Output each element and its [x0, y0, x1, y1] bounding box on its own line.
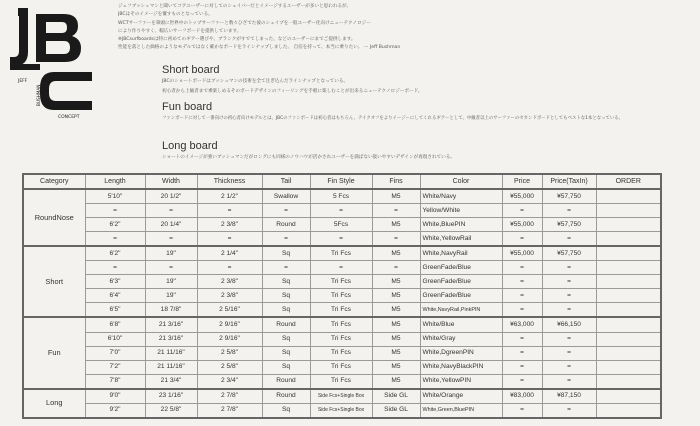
jbc-logo	[8, 6, 100, 122]
fin-style-cell: Side Fcs+Single Box	[310, 403, 372, 418]
fins-cell: M5	[372, 275, 420, 289]
width-cell: 18 7/8"	[145, 303, 197, 318]
width-cell: 19"	[145, 275, 197, 289]
tail-cell: Sq	[262, 360, 310, 374]
col-header-order: ORDER	[596, 174, 661, 189]
price-tax-in-cell: =	[542, 261, 596, 275]
color-cell: White/Gray	[420, 332, 502, 346]
width-cell: 21 11/16"	[145, 360, 197, 374]
fin-style-cell: Tri Fcs	[310, 246, 372, 261]
order-cell[interactable]	[596, 317, 661, 332]
fins-cell: =	[372, 232, 420, 247]
tail-cell: =	[262, 232, 310, 247]
price-cell: ¥83,000	[502, 389, 542, 404]
width-cell: =	[145, 261, 197, 275]
order-cell[interactable]	[596, 218, 661, 232]
fins-cell: Side GL	[372, 389, 420, 404]
price-tax-in-cell: =	[542, 360, 596, 374]
thickness-cell: =	[197, 261, 262, 275]
width-cell: 19"	[145, 289, 197, 303]
width-cell: =	[145, 232, 197, 247]
intro-line: により作りやすく、幅広いサーフボードを提供しています。	[118, 28, 242, 34]
col-header-tail: Tail	[262, 174, 310, 189]
category-cell: Short	[23, 246, 85, 317]
order-cell[interactable]	[596, 189, 661, 204]
length-cell: 6'5"	[85, 303, 145, 318]
tail-cell: Sq	[262, 346, 310, 360]
thickness-cell: 2 3/8"	[197, 275, 262, 289]
col-header-price: Price	[502, 174, 542, 189]
table-row	[23, 275, 661, 289]
width-cell: 21 3/4"	[145, 374, 197, 389]
thickness-cell: 2 9/16"	[197, 332, 262, 346]
fin-style-cell: Tri Fcs	[310, 289, 372, 303]
fins-cell: M5	[372, 374, 420, 389]
thickness-cell: 2 7/8"	[197, 403, 262, 418]
price-cell: =	[502, 332, 542, 346]
length-cell: 6'2"	[85, 246, 145, 261]
fin-style-cell: Tri Fcs	[310, 346, 372, 360]
price-tax-in-cell: ¥57,750	[542, 246, 596, 261]
col-header-category: Category	[23, 174, 85, 189]
thickness-cell: 2 5/16"	[197, 303, 262, 318]
table-row	[23, 189, 661, 204]
col-header-length: Length	[85, 174, 145, 189]
width-cell: 22 5/8"	[145, 403, 197, 418]
tail-cell: Sq	[262, 303, 310, 318]
intro-line: 性能を落とした価格のようなモデルではなく確かなボードをラインナップしました。 自信を持って、本当に乗りたい。 ー Jeff Bushman	[118, 45, 401, 51]
price-tax-in-cell: ¥66,150	[542, 317, 596, 332]
price-tax-in-cell: =	[542, 332, 596, 346]
table-row	[23, 232, 661, 247]
table-body	[23, 189, 661, 418]
color-cell: White,DgreenPIN	[420, 346, 502, 360]
tail-cell: Sq	[262, 289, 310, 303]
order-cell[interactable]	[596, 346, 661, 360]
price-cell: =	[502, 232, 542, 247]
price-tax-in-cell: ¥87,150	[542, 389, 596, 404]
col-header-thickness: Thickness	[197, 174, 262, 189]
table-row	[23, 218, 661, 232]
length-cell: 5'10"	[85, 189, 145, 204]
fin-style-cell: 5 Fcs	[310, 189, 372, 204]
tail-cell: Sq	[262, 246, 310, 261]
table-row	[23, 289, 661, 303]
color-cell: White,NavyRail	[420, 246, 502, 261]
length-cell: 9'0"	[85, 389, 145, 404]
fun-board-section	[162, 101, 623, 124]
width-cell: 21 3/16"	[145, 332, 197, 346]
order-cell[interactable]	[596, 246, 661, 261]
fins-cell: M5	[372, 289, 420, 303]
color-cell: White/Blue	[420, 317, 502, 332]
order-cell[interactable]	[596, 389, 661, 404]
thickness-cell: 2 5/8"	[197, 346, 262, 360]
price-cell: =	[502, 289, 542, 303]
order-cell[interactable]	[596, 232, 661, 247]
color-cell: White,Green,BluePIN	[420, 403, 502, 418]
width-cell: 19"	[145, 246, 197, 261]
width-cell: 20 1/4"	[145, 218, 197, 232]
length-cell: 6'2"	[85, 218, 145, 232]
fins-cell: M5	[372, 303, 420, 318]
section-title: Fun board	[162, 101, 213, 113]
table-row	[23, 360, 661, 374]
price-cell: ¥55,000	[502, 246, 542, 261]
price-cell: =	[502, 204, 542, 218]
order-cell[interactable]	[596, 289, 661, 303]
price-cell: =	[502, 346, 542, 360]
intro-text	[118, 3, 498, 53]
logo-caption-concept: CONCEPT	[58, 115, 80, 120]
width-cell: 21 3/16"	[145, 317, 197, 332]
length-cell: 6'4"	[85, 289, 145, 303]
tail-cell: =	[262, 261, 310, 275]
length-cell: =	[85, 204, 145, 218]
fin-style-cell: =	[310, 261, 372, 275]
category-cell: Fun	[23, 317, 85, 388]
thickness-cell: 2 5/8"	[197, 360, 262, 374]
tail-cell: Sq	[262, 332, 310, 346]
fin-style-cell: Side Fcs+Single Box	[310, 389, 372, 404]
order-cell[interactable]	[596, 204, 661, 218]
fin-style-cell: 5Fcs	[310, 218, 372, 232]
section-title: Short board	[162, 64, 220, 76]
tail-cell: Round	[262, 374, 310, 389]
intro-line: ※JBCsurfboardsは特に初めてのギアー選びや、ブランクがすでてしまった、などのユーザーにまでご提供します。	[118, 37, 356, 43]
width-cell: =	[145, 204, 197, 218]
price-tax-in-cell: =	[542, 403, 596, 418]
length-cell: =	[85, 232, 145, 247]
length-cell: 7'0"	[85, 346, 145, 360]
length-cell: 6'3"	[85, 275, 145, 289]
price-tax-in-cell: =	[542, 303, 596, 318]
color-cell: White,BluePIN	[420, 218, 502, 232]
table-row	[23, 317, 661, 332]
section-title: Long board	[162, 140, 218, 152]
color-cell: White,YellowRail	[420, 232, 502, 247]
color-cell: White,NavyRail,PinkPIN	[420, 303, 502, 318]
intro-line: WCTサーファーを筆頭に世界中のトップサーファーと数々ひざでた彼のシェイプを一般ユーザー化向けニューテクノロジー	[118, 20, 371, 26]
color-cell: Yellow/White	[420, 204, 502, 218]
col-header-color: Color	[420, 174, 502, 189]
fin-style-cell: =	[310, 232, 372, 247]
fins-cell: M5	[372, 346, 420, 360]
price-tax-in-cell: =	[542, 275, 596, 289]
color-cell: White,NavyBlackPIN	[420, 360, 502, 374]
length-cell: 7'2"	[85, 360, 145, 374]
tail-cell: Round	[262, 218, 310, 232]
color-cell: White/Orange	[420, 389, 502, 404]
price-tax-in-cell: ¥57,750	[542, 218, 596, 232]
col-header-width: Width	[145, 174, 197, 189]
fins-cell: =	[372, 204, 420, 218]
logo-caption-jeff: JEFF	[18, 79, 28, 84]
fin-style-cell: Tri Fcs	[310, 374, 372, 389]
tail-cell: Round	[262, 389, 310, 404]
table-row	[23, 303, 661, 318]
table-row	[23, 346, 661, 360]
thickness-cell: 2 1/4"	[197, 246, 262, 261]
table-row	[23, 246, 661, 261]
price-cell: =	[502, 403, 542, 418]
intro-line: ジェフブッシュマンと聞いてコアユーザーに対してのシェイパーだとイメージするユーザーが多いと思われるが、	[118, 4, 352, 9]
fins-cell: =	[372, 261, 420, 275]
order-cell[interactable]	[596, 403, 661, 418]
order-cell[interactable]	[596, 332, 661, 346]
fin-style-cell: Tri Fcs	[310, 317, 372, 332]
table-row	[23, 403, 661, 418]
price-cell: ¥63,000	[502, 317, 542, 332]
fins-cell: M5	[372, 360, 420, 374]
category-cell: Long	[23, 389, 85, 418]
order-cell[interactable]	[596, 275, 661, 289]
fins-cell: M5	[372, 189, 420, 204]
color-cell: GreenFade/Blue	[420, 261, 502, 275]
table-row	[23, 389, 661, 404]
price-cell: =	[502, 261, 542, 275]
price-cell: ¥55,000	[502, 218, 542, 232]
price-cell: =	[502, 374, 542, 389]
length-cell: 6'8"	[85, 317, 145, 332]
color-cell: GreenFade/Blue	[420, 275, 502, 289]
thickness-cell: 2 3/8"	[197, 289, 262, 303]
col-header-price-tax-in: Price(TaxIn)	[542, 174, 596, 189]
thickness-cell: =	[197, 204, 262, 218]
fin-style-cell: Tri Fcs	[310, 275, 372, 289]
table-row	[23, 374, 661, 389]
price-cell: ¥55,000	[502, 189, 542, 204]
board-spec-table	[22, 173, 662, 419]
color-cell: GreenFade/Blue	[420, 289, 502, 303]
length-cell: 9'2"	[85, 403, 145, 418]
section-text: ショートのイメージが強いブッシュマンだがロングにも同様のノウハウが活かされユーザーを満ばない扱いやすいデザインが再現されている。	[162, 155, 455, 160]
tail-cell: =	[262, 204, 310, 218]
fins-cell: M5	[372, 218, 420, 232]
price-cell: =	[502, 360, 542, 374]
fins-cell: M5	[372, 332, 420, 346]
table-header-row	[23, 174, 661, 189]
color-cell: White/Navy	[420, 189, 502, 204]
price-tax-in-cell: =	[542, 232, 596, 247]
thickness-cell: =	[197, 232, 262, 247]
length-cell: 6'10"	[85, 332, 145, 346]
thickness-cell: 2 3/8"	[197, 218, 262, 232]
logo-caption-bushman: BUSHMAN	[36, 84, 41, 106]
price-tax-in-cell: =	[542, 346, 596, 360]
price-tax-in-cell: =	[542, 204, 596, 218]
width-cell: 21 11/16"	[145, 346, 197, 360]
tail-cell: Sq	[262, 275, 310, 289]
price-tax-in-cell: =	[542, 289, 596, 303]
short-board-section	[162, 64, 422, 97]
thickness-cell: 2 7/8"	[197, 389, 262, 404]
length-cell: 7'8"	[85, 374, 145, 389]
tail-cell: Swallow	[262, 189, 310, 204]
length-cell: =	[85, 261, 145, 275]
thickness-cell: 2 1/2"	[197, 189, 262, 204]
width-cell: 20 1/2"	[145, 189, 197, 204]
col-header-fins: Fins	[372, 174, 420, 189]
fin-style-cell: Tri Fcs	[310, 360, 372, 374]
fin-style-cell: Tri Fcs	[310, 303, 372, 318]
tail-cell: Sq	[262, 403, 310, 418]
thickness-cell: 2 3/4"	[197, 374, 262, 389]
fins-cell: Side GL	[372, 403, 420, 418]
category-cell: RoundNose	[23, 189, 85, 246]
section-text: ファンボードに対して一番向けの初心者向けモデルとは、JBCのファンボードは初心者はもちろん、テイクオフをよりイージーにしてくれるギアーとして、中級者以上のサーファーのセカンドボードとしてもベストな1本となっている。	[162, 116, 624, 121]
col-header-fin-style: Fin Style	[310, 174, 372, 189]
price-tax-in-cell: ¥57,750	[542, 189, 596, 204]
fins-cell: M5	[372, 317, 420, 332]
fin-style-cell: Tri Fcs	[310, 332, 372, 346]
order-cell[interactable]	[596, 303, 661, 318]
width-cell: 23 1/16"	[145, 389, 197, 404]
order-cell[interactable]	[596, 360, 661, 374]
table-row	[23, 261, 661, 275]
long-board-section	[162, 140, 455, 163]
price-cell: =	[502, 303, 542, 318]
intro-line: JBCはそのイメージを覆すものとなっている。	[118, 12, 213, 18]
color-cell: White,YellowPIN	[420, 374, 502, 389]
fins-cell: M5	[372, 246, 420, 261]
order-cell[interactable]	[596, 374, 661, 389]
price-cell: =	[502, 275, 542, 289]
tail-cell: Round	[262, 317, 310, 332]
table-row	[23, 204, 661, 218]
order-cell[interactable]	[596, 261, 661, 275]
table-row	[23, 332, 661, 346]
section-text: JBCのショートボードはブッシュマンの技術を全て注ぎ込んだラインナップとなっている。	[162, 79, 349, 84]
fin-style-cell: =	[310, 204, 372, 218]
section-text: 初心者から上級者まで乗楽しめるそのボードデザインのフィーリングを手軽に楽しむことが出来るニューテクノロジーボード。	[162, 89, 423, 94]
price-tax-in-cell: =	[542, 374, 596, 389]
thickness-cell: 2 9/16"	[197, 317, 262, 332]
